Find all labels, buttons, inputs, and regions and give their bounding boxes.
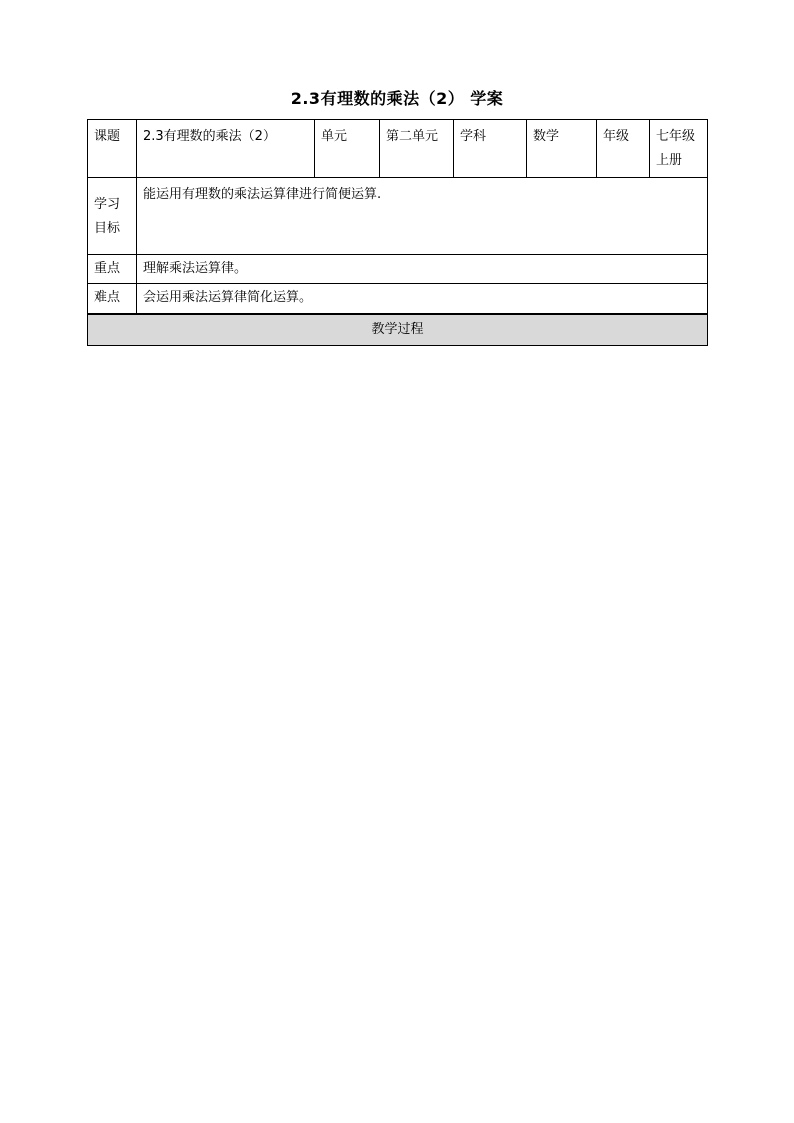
lesson-info-table: [87, 119, 708, 346]
table-row-key-point: [88, 255, 708, 284]
subject-label: 学科: [454, 120, 527, 178]
goal-label-line1: 学习: [94, 196, 121, 212]
goal-label-line2: 目标: [94, 220, 121, 236]
grade-value-line2: 上册: [656, 153, 683, 168]
difficult-point-value: 会运用乘法运算律简化运算。: [137, 284, 708, 314]
key-point-value: 理解乘法运算律。: [137, 255, 708, 284]
subject-value: 数学: [527, 120, 597, 178]
topic-label: 课题: [88, 120, 137, 178]
grade-label: 年级: [597, 120, 650, 178]
table-row-topic: [88, 120, 708, 178]
difficult-point-label: 难点: [88, 284, 137, 314]
grade-value: [650, 120, 708, 178]
unit-value: 第二单元: [380, 120, 454, 178]
grade-value-line1: 七年级: [656, 129, 696, 144]
document-title: 2.3有理数的乘法（2） 学案: [290, 89, 504, 108]
goal-value: 能运用有理数的乘法运算律进行简便运算.: [137, 178, 708, 255]
table-row-process: [88, 314, 708, 346]
goal-label: [88, 178, 137, 255]
process-header: 教学过程: [88, 314, 708, 346]
table-row-difficult-point: [88, 284, 708, 314]
key-point-label: 重点: [88, 255, 137, 284]
table-row-goal: [88, 178, 708, 255]
unit-label: 单元: [315, 120, 380, 178]
topic-value: 2.3有理数的乘法（2）: [137, 120, 315, 178]
